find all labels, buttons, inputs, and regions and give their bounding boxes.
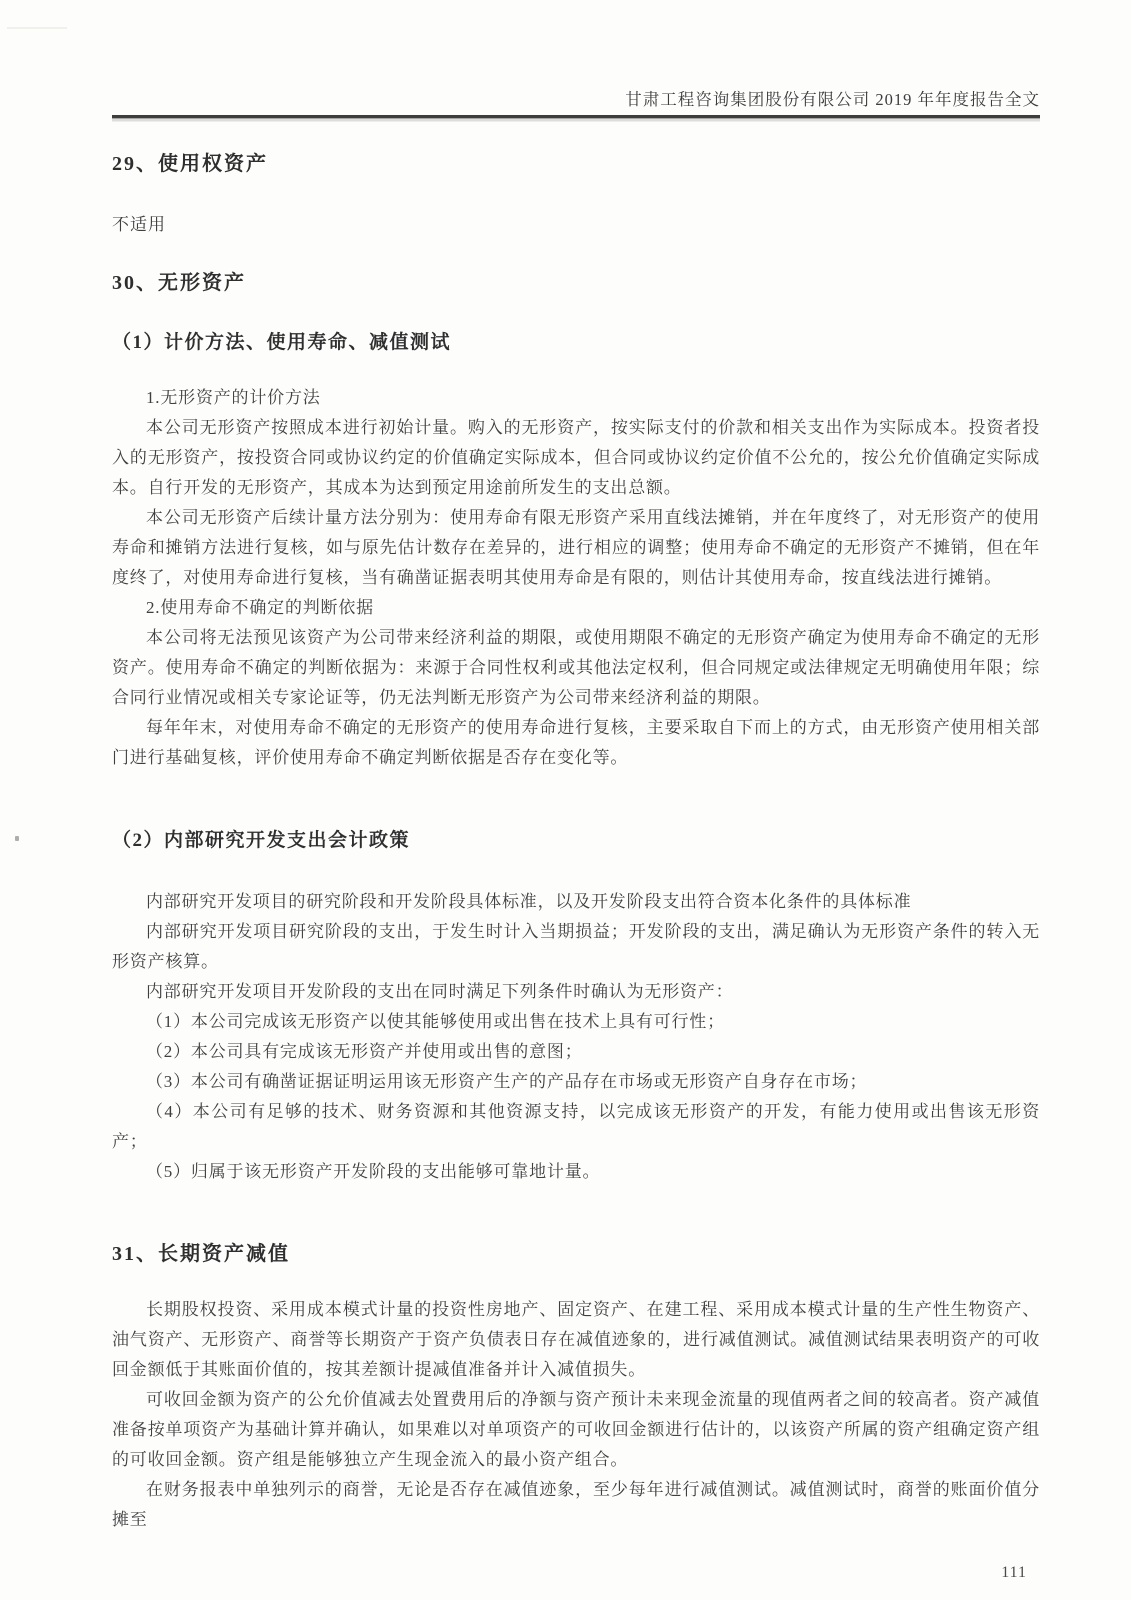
paragraph: 内部研究开发项目开发阶段的支出在同时满足下列条件时确认为无形资产： bbox=[146, 981, 734, 1001]
paragraph: 内部研究开发项目的研究阶段和开发阶段具体标准，以及开发阶段支出符合资本化条件的具体标准 bbox=[146, 891, 912, 911]
section-30-1-body bbox=[112, 383, 1040, 773]
numbered-subtitle: 1.无形资产的计价方法 bbox=[146, 387, 321, 407]
paragraph: 每年年末，对使用寿命不确定的无形资产的使用寿命进行复核，主要采取自下而上的方式，由无形资产使用相关部门进行基础复核，评价使用寿命不确定判断依据是否存在变化等。 bbox=[112, 717, 1040, 767]
list-item: （5）归属于该无形资产开发阶段的支出能够可靠地计量。 bbox=[146, 1161, 601, 1181]
section-31-body bbox=[112, 1295, 1040, 1535]
list-item: （4）本公司有足够的技术、财务资源和其他资源支持，以完成该无形资产的开发，有能力使用或出售该无形资产； bbox=[112, 1101, 1040, 1151]
list-item: （3）本公司有确凿证据证明运用该无形资产生产的产品存在市场或无形资产自身存在市场； bbox=[146, 1071, 868, 1091]
list-item: （1）本公司完成该无形资产以使其能够使用或出售在技术上具有可行性； bbox=[146, 1011, 725, 1031]
paragraph: 本公司将无法预见该资产为公司带来经济利益的期限，或使用期限不确定的无形资产确定为使用寿命不确定的无形资产。使用寿命不确定的判断依据为：来源于合同性权利或其他法定权利，但合同规定或法律规定无明确使用年限；综合同行业情况或相关专家论证等，仍无法判断无形资产为公司带来经济利益的期限。 bbox=[112, 627, 1040, 707]
paragraph: 在财务报表中单独列示的商誉，无论是否存在减值迹象，至少每年进行减值测试。减值测试时，商誉的账面价值分摊至 bbox=[112, 1479, 1040, 1529]
paragraph: 长期股权投资、采用成本模式计量的投资性房地产、固定资产、在建工程、采用成本模式计量的生产性生物资产、油气资产、无形资产、商誉等长期资产于资产负债表日存在减值迹象的，进行减值测试。减值测试结果表明资产的可收回金额低于其账面价值的，按其差额计提减值准备并计入减值损失。 bbox=[112, 1299, 1040, 1379]
paragraph: 可收回金额为资产的公允价值减去处置费用后的净额与资产预计未来现金流量的现值两者之间的较高者。资产减值准备按单项资产为基础计算并确认，如果难以对单项资产的可收回金额进行估计的，以该资产所属的资产组确定资产组的可收回金额。资产组是能够独立产生现金流入的最小资产组合。 bbox=[112, 1389, 1040, 1469]
section-31-heading: 31、长期资产减值 bbox=[112, 1242, 290, 1265]
list-item: （2）本公司具有完成该无形资产并使用或出售的意图； bbox=[146, 1041, 583, 1061]
section-30-2-heading: （2）内部研究开发支出会计政策 bbox=[112, 829, 411, 851]
paragraph: 本公司无形资产按照成本进行初始计量。购入的无形资产，按实际支付的价款和相关支出作为实际成本。投资者投入的无形资产，按投资合同或协议约定的价值确定实际成本，但合同或协议约定价值不公允的，按公允价值确定实际成本。自行开发的无形资产，其成本为达到预定用途前所发生的支出总额。 bbox=[112, 417, 1040, 497]
paragraph: 本公司无形资产后续计量方法分别为：使用寿命有限无形资产采用直线法摊销，并在年度终了，对无形资产的使用寿命和摊销方法进行复核，如与原先估计数存在差异的，进行相应的调整；使用寿命不确定的无形资产不摊销，但在年度终了，对使用寿命进行复核，当有确凿证据表明其使用寿命是有限的，则估计其使用寿命，按直线法进行摊销。 bbox=[112, 507, 1040, 587]
page-header bbox=[112, 0, 1040, 110]
section-29-body: 不适用 bbox=[112, 214, 166, 234]
section-30-2-body bbox=[112, 887, 1040, 1187]
page-number: 111 bbox=[1001, 1563, 1027, 1581]
header-rule bbox=[112, 115, 1040, 119]
paragraph: 内部研究开发项目研究阶段的支出，于发生时计入当期损益；开发阶段的支出，满足确认为无形资产条件的转入无形资产核算。 bbox=[112, 921, 1040, 971]
numbered-subtitle: 2.使用寿命不确定的判断依据 bbox=[146, 597, 374, 617]
section-30-1-heading: （1）计价方法、使用寿命、减值测试 bbox=[112, 331, 452, 353]
report-title: 甘肃工程咨询集团股份有限公司 2019 年年度报告全文 bbox=[625, 90, 1040, 109]
section-30-heading: 30、无形资产 bbox=[112, 271, 246, 294]
page-footer bbox=[112, 1563, 1040, 1583]
section-29-heading: 29、使用权资产 bbox=[112, 152, 268, 175]
